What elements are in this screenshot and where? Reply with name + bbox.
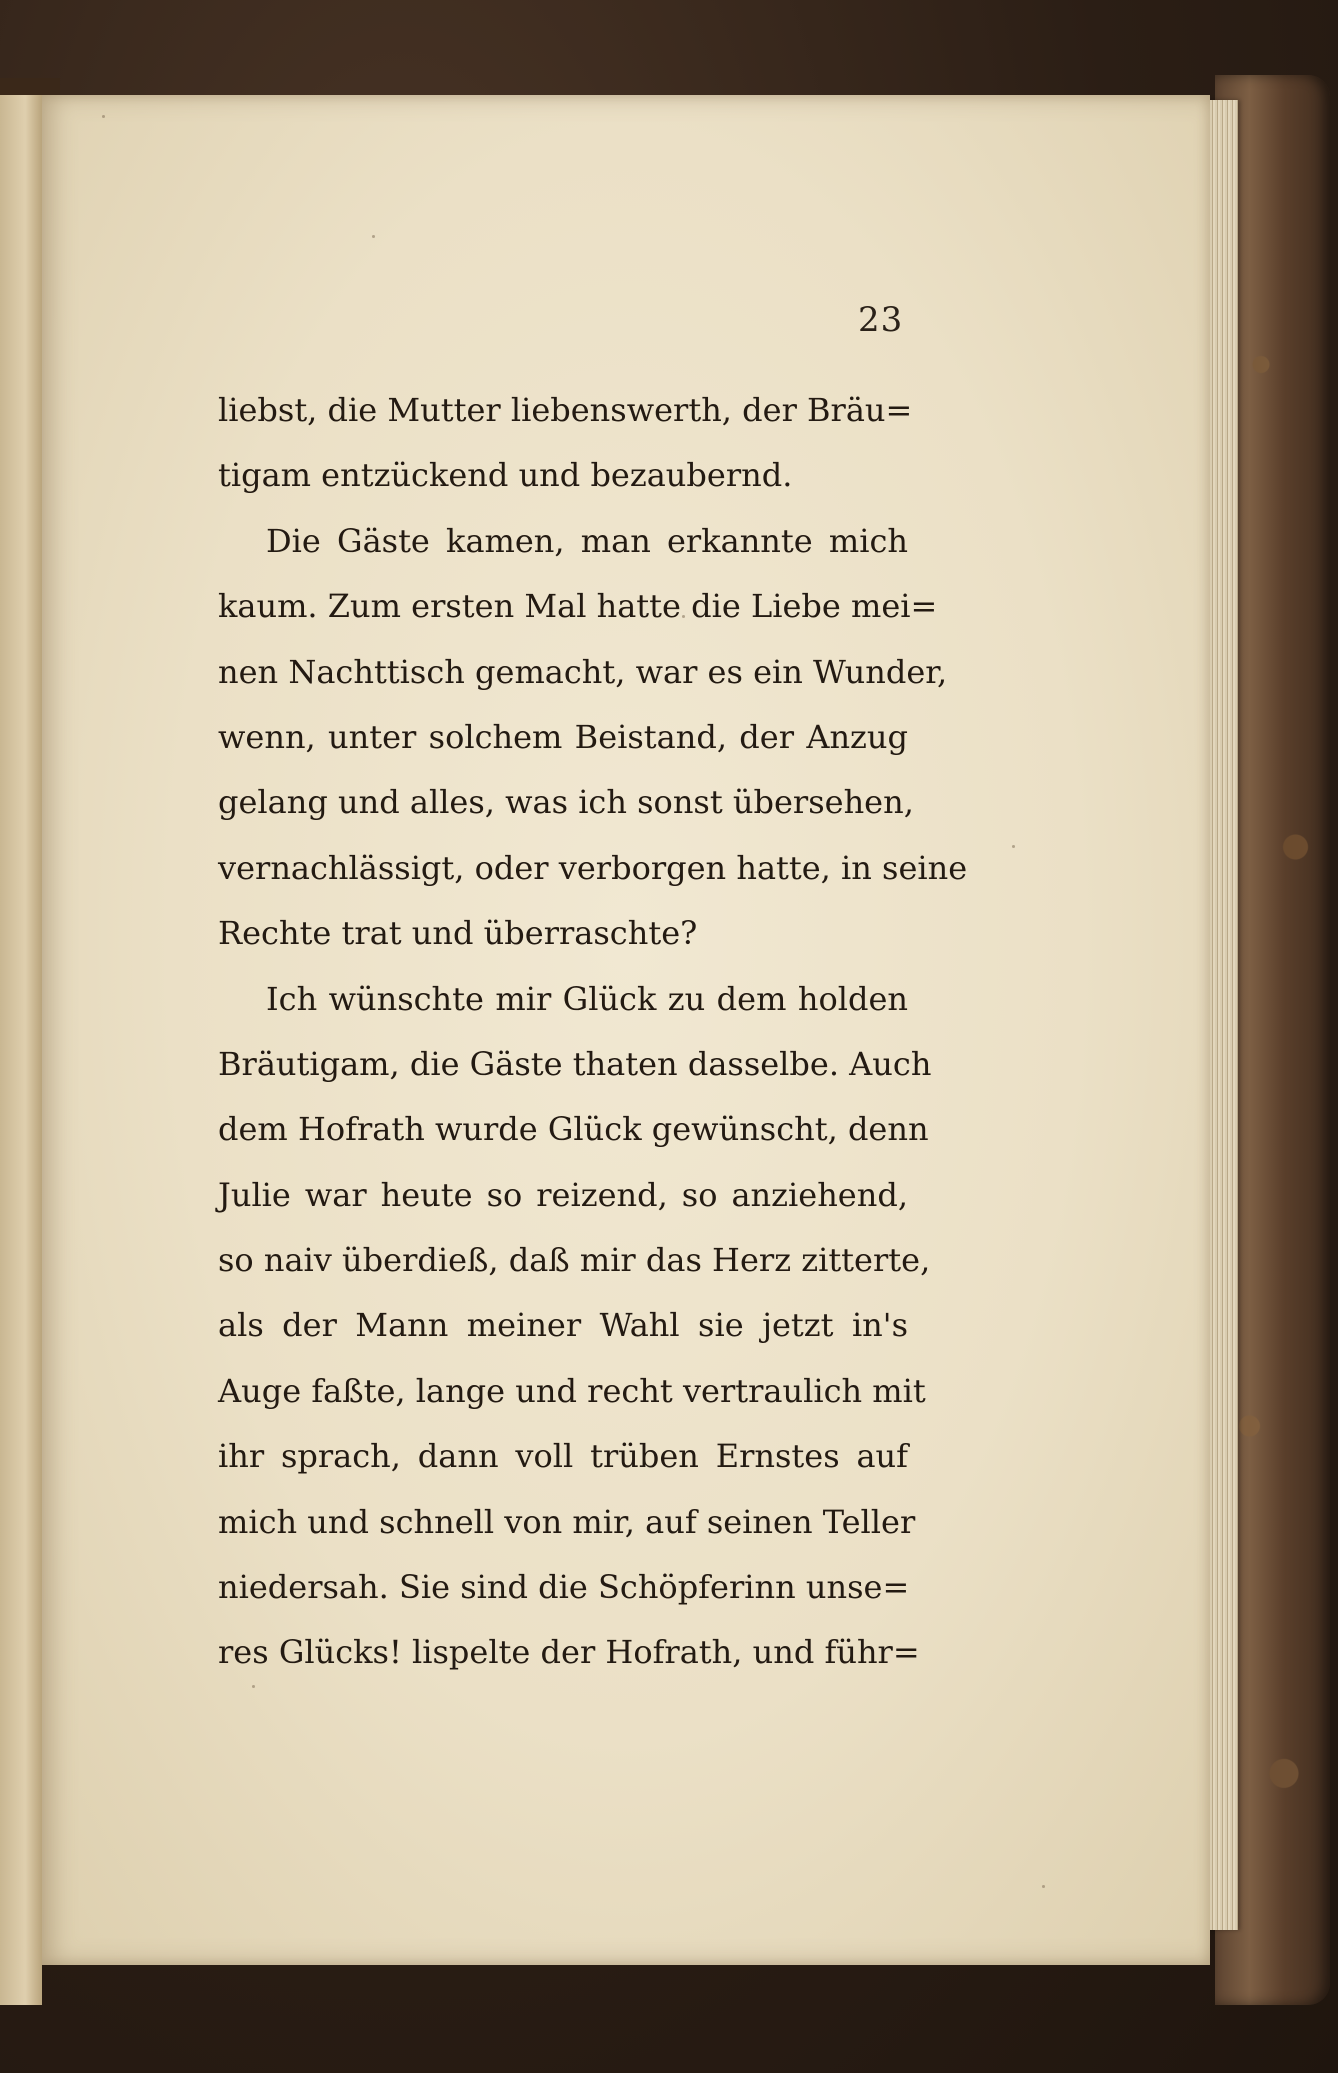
paper-speck bbox=[372, 235, 375, 238]
text-line: als der Mann meiner Wahl sie jetzt in's bbox=[218, 1306, 908, 1345]
text-line: res Glücks! lispelte der Hofrath, und führ= bbox=[218, 1633, 920, 1672]
text-line: mich und schnell von mir, auf seinen Teller bbox=[218, 1502, 916, 1541]
text-line: Rechte trat und überraschte? bbox=[218, 914, 698, 953]
text-line: dem Hofrath wurde Glück gewünscht, denn bbox=[218, 1110, 929, 1149]
paper-speck bbox=[1012, 845, 1015, 848]
text-line: wenn, unter solchem Beistand, der Anzug bbox=[218, 717, 908, 756]
page-number: 23 bbox=[858, 300, 904, 340]
text-line: nen Nachttisch gemacht, war es ein Wunder, bbox=[218, 652, 948, 691]
text-line: Julie war heute so reizend, so anziehend, bbox=[218, 1175, 908, 1214]
text-line: so naiv überdieß, daß mir das Herz zitterte, bbox=[218, 1241, 931, 1280]
text-line: vernachlässigt, oder verborgen hatte, in seine bbox=[218, 848, 968, 887]
text-line: niedersah. Sie sind die Schöpferinn unse= bbox=[218, 1568, 910, 1607]
text-line: Ich wünschte mir Glück zu dem holden bbox=[266, 979, 908, 1018]
paper-speck bbox=[1042, 1885, 1045, 1888]
text-line: gelang und alles, was ich sonst übersehen, bbox=[218, 783, 914, 822]
text-line: liebst, die Mutter liebenswerth, der Bräu= bbox=[218, 391, 913, 429]
facing-page-edge bbox=[0, 95, 42, 2005]
text-line: Auge faßte, lange und recht vertraulich mit bbox=[218, 1371, 926, 1410]
text-line: ihr sprach, dann voll trüben Ernstes auf bbox=[218, 1437, 908, 1476]
paper-speck bbox=[102, 115, 105, 118]
text-line: Bräutigam, die Gäste thaten dasselbe. Auch bbox=[218, 1044, 932, 1083]
text-line: kaum. Zum ersten Mal hatte die Liebe mei= bbox=[218, 587, 938, 626]
text-line: Die Gäste kamen, man erkannte mich bbox=[266, 521, 908, 560]
body-text bbox=[218, 378, 968, 1686]
text-line: tigam entzückend und bezaubernd. bbox=[218, 456, 793, 495]
